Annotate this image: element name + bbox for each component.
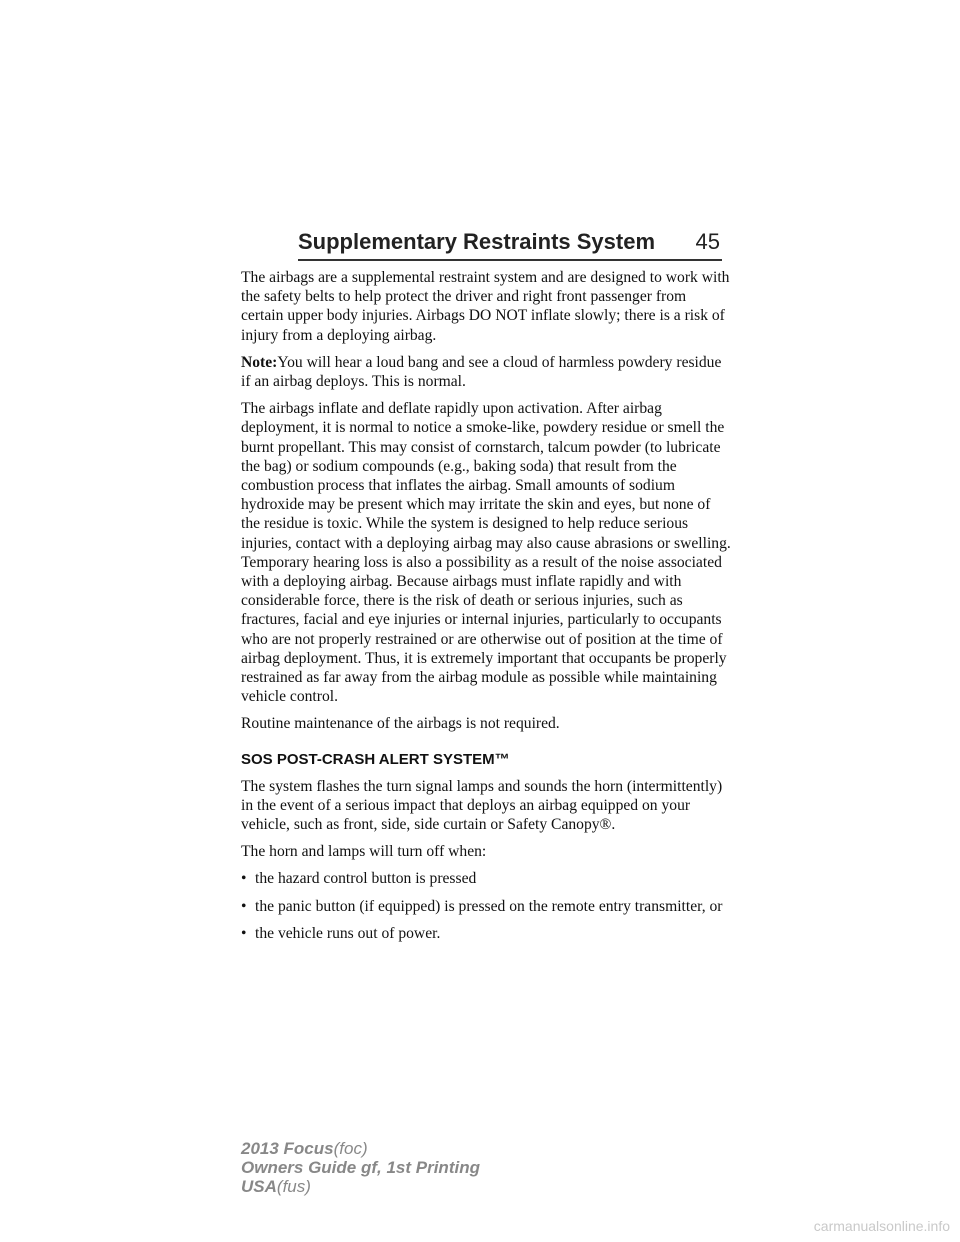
footer-model-line: 2013 Focus(foc) bbox=[241, 1139, 368, 1158]
page-number: 45 bbox=[695, 229, 720, 254]
list-item bbox=[241, 897, 731, 916]
page-header bbox=[298, 225, 722, 259]
page-footer bbox=[241, 1139, 480, 1196]
section-heading: SOS POST-CRASH ALERT SYSTEM™ bbox=[241, 750, 510, 768]
deployment-paragraph: The airbags inflate and deflate rapidly upon activation. After airbag deployment, it is normal to notice a smoke-like, powdery residue or smell the burnt propellant. This may consist of cornstarch, talcum powder (to lubricate the bag) or sodium compounds (e.g., baking soda) that result from the combustion process that inflates the airbag. Small amounts of sodium hydroxide may be present which may irritate the skin and eyes, but none of the residue is toxic. While the system is designed to help reduce serious injuries, contact with a deploying airbag may also cause abrasions or swelling. Temporary hearing loss is also a possibility as a result of the noise associated with a deploying airbag. Because airbags must inflate rapidly and with considerable force, there is the risk of death or serious injuries, such as fractures, facial and eye injuries or internal injuries, particularly to occupants who are not properly restrained or are otherwise out of position at the time of airbag deployment. Thus, it is extremely important that occupants be properly restrained as far away from the airbag module as possible while maintaining vehicle control. bbox=[241, 400, 731, 706]
note-label: Note: bbox=[241, 353, 278, 371]
list-item bbox=[241, 869, 731, 888]
turn-off-conditions-list bbox=[241, 869, 731, 943]
bullet-icon: • bbox=[241, 870, 247, 888]
list-item bbox=[241, 924, 731, 943]
turn-off-intro: The horn and lamps will turn off when: bbox=[241, 843, 487, 861]
page-title: Supplementary Restraints System bbox=[298, 229, 656, 254]
maintenance-paragraph: Routine maintenance of the airbags is not required. bbox=[241, 715, 560, 733]
header-divider bbox=[298, 259, 722, 261]
bullet-icon: • bbox=[241, 924, 247, 942]
list-item-text: the panic button (if equipped) is pressed on the remote entry transmitter, or bbox=[255, 897, 723, 915]
footer-guide-line: Owners Guide gf, 1st Printing bbox=[241, 1158, 480, 1177]
note-paragraph bbox=[241, 353, 731, 391]
list-item-text: the hazard control button is pressed bbox=[255, 870, 477, 888]
page-body bbox=[241, 268, 731, 951]
intro-paragraph: The airbags are a supplemental restraint system and are designed to work with the safety belts to help protect the driver and right front passenger from certain upper body injuries. Airbags DO NOT inflate slowly; there is a risk of injury from a deploying airbag. bbox=[241, 269, 730, 344]
alert-description-paragraph: The system flashes the turn signal lamps and sounds the horn (intermittently) in the event of a serious impact that deploys an airbag equipped on your vehicle, such as front, side, side curtain or Safety Canopy®. bbox=[241, 777, 723, 834]
site-watermark: carmanualsonline.info bbox=[813, 1218, 950, 1234]
bullet-icon: • bbox=[241, 897, 247, 915]
list-item-text: the vehicle runs out of power. bbox=[255, 924, 441, 942]
note-text: You will hear a loud bang and see a cloud of harmless powdery residue if an airbag deploys. This is normal. bbox=[241, 353, 722, 391]
footer-market-line: USA(fus) bbox=[241, 1177, 311, 1196]
